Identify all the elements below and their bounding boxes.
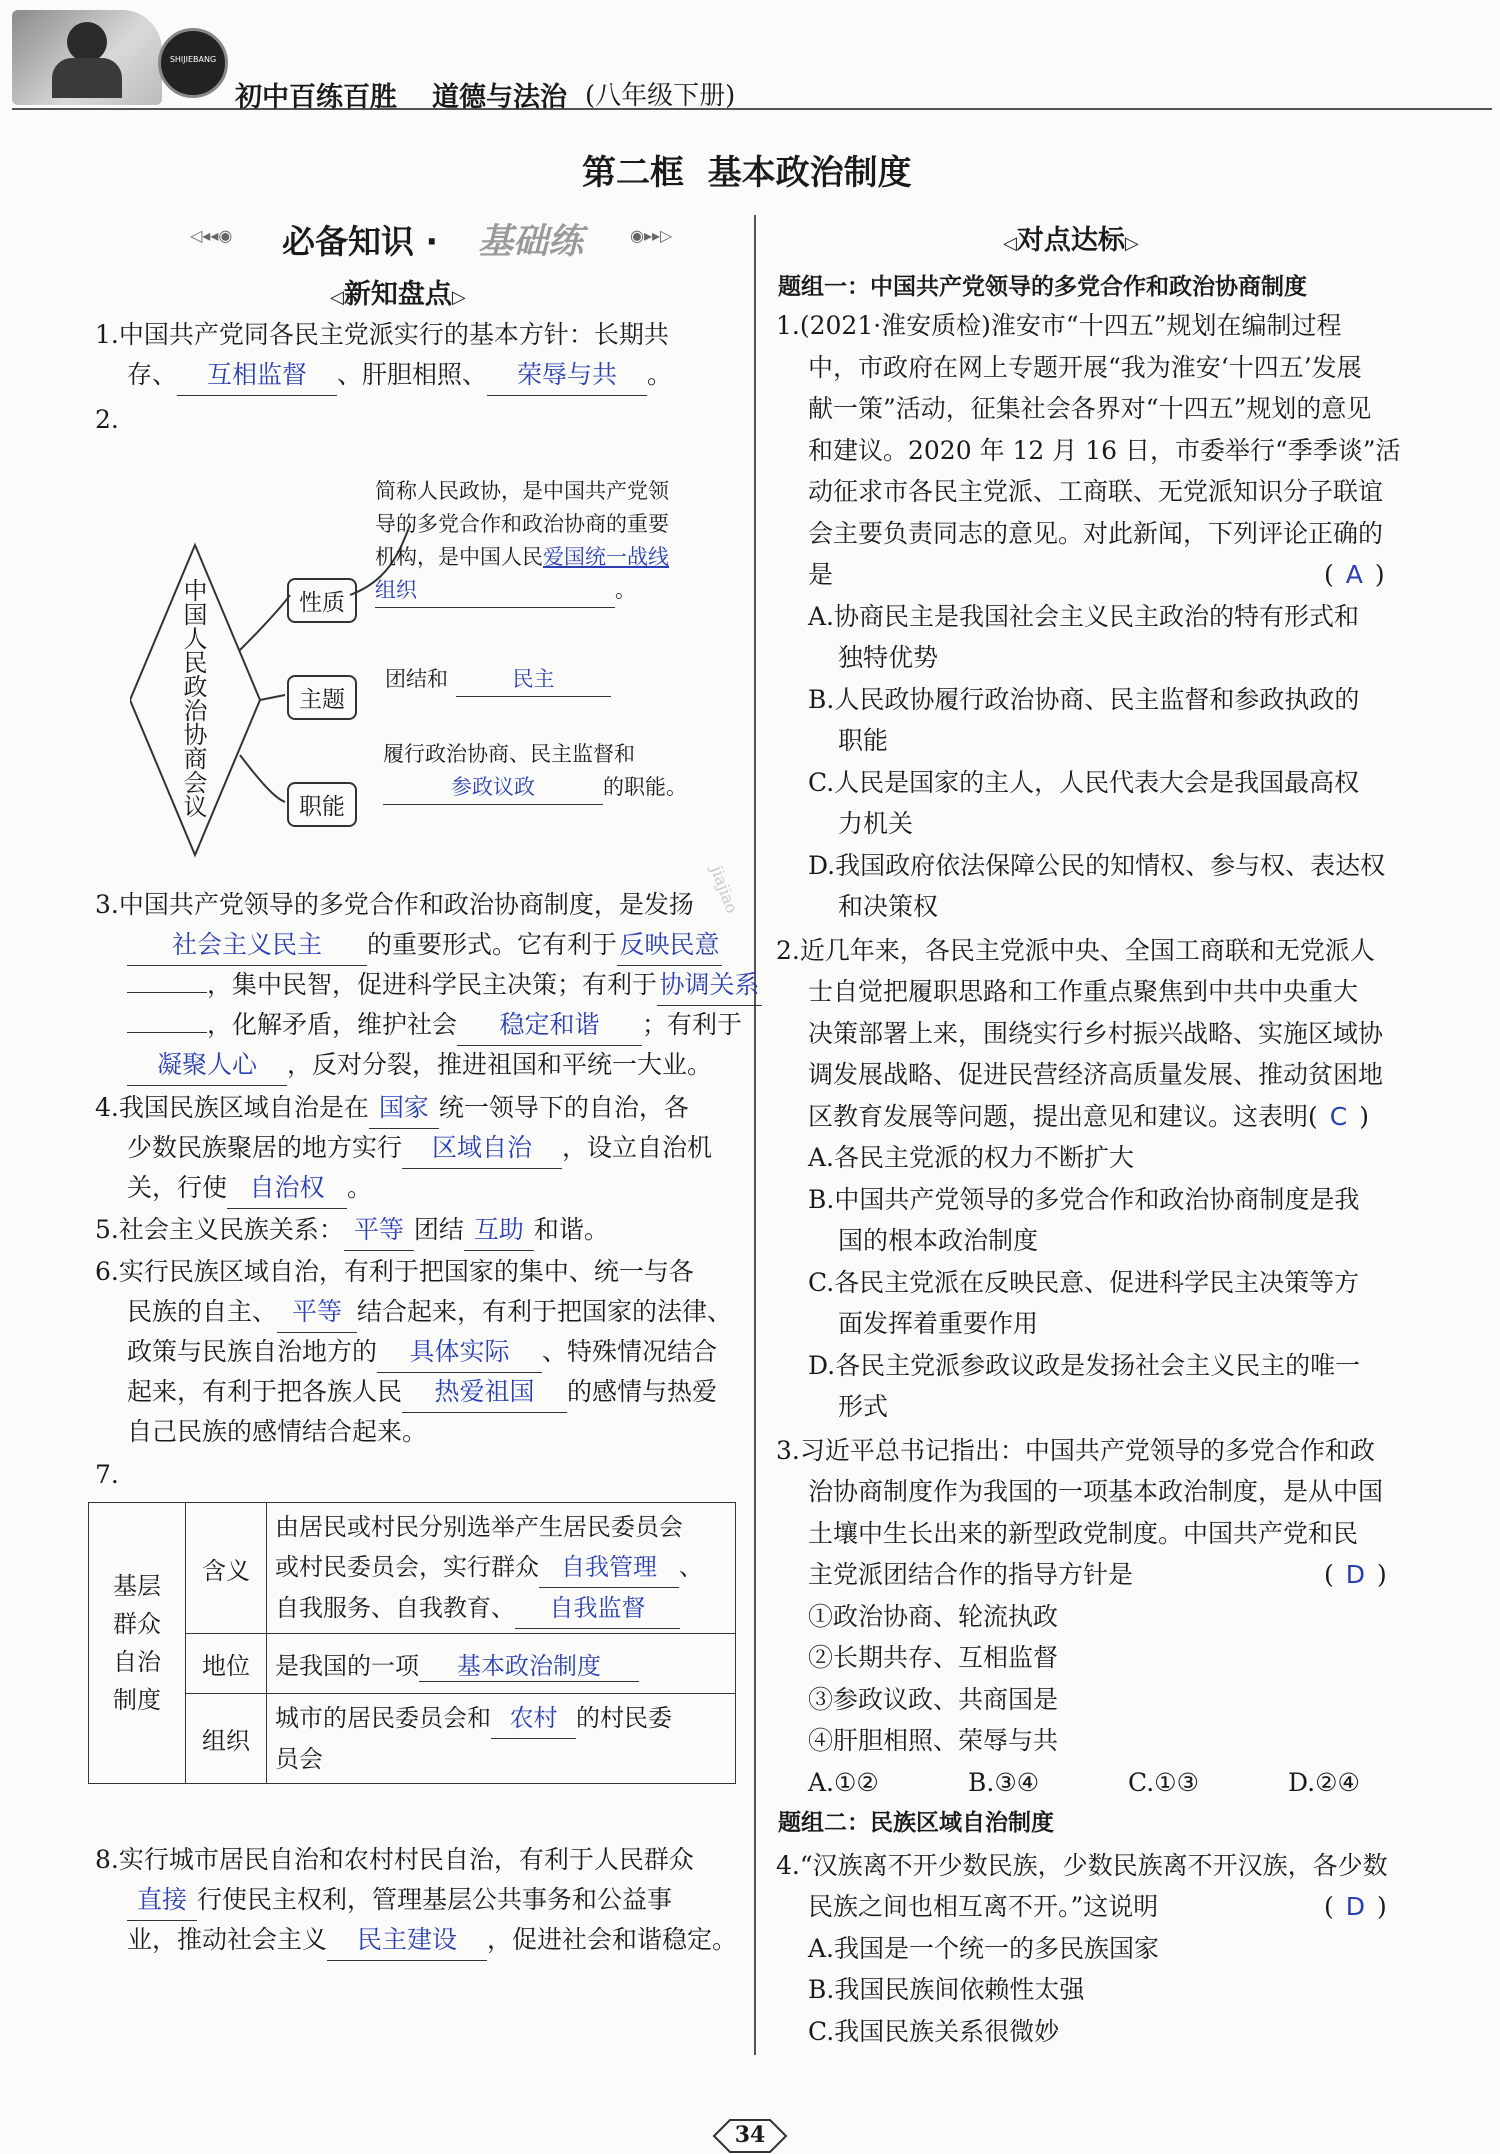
q6-line3: 政策与民族自治地方的 具体实际 、特殊情况结合 xyxy=(127,1332,717,1373)
q6-line5: 自己民族的感情结合起来。 xyxy=(127,1417,428,1446)
answer-blank: 平等 xyxy=(292,1297,343,1326)
banner-arrows-left: ◁◂◂◉ xyxy=(190,226,233,245)
answer-blank: 荣辱与共 xyxy=(517,360,618,389)
choice-d: D.②④ xyxy=(1288,1767,1360,1797)
answer-blank: 民主 xyxy=(512,667,555,691)
sub-heading-left: ◁新知盘点▷ xyxy=(330,279,466,310)
answer-blank: 基本政治制度 xyxy=(457,1651,601,1680)
q3-line4: ，化解矛盾，维护社会 稳定和谐 ；有利于 xyxy=(127,1005,742,1046)
row-label-org: 组织 xyxy=(202,1727,250,1755)
right-questions xyxy=(776,305,1416,2052)
q4-line2: 少数民族聚居的地方实行 区域自治 ，设立自治机 xyxy=(127,1128,712,1169)
question-1: 1.(2021·淮安质检)淮安市“十四五”规划在编制过程 中，市政府在网上专题开展“我为淮安‘十四五’发展 献一策”活动，征集社会各界对“十四五”规划的意见 和建议。2020 年 12 月 16 日，市委举行“季季谈”活 动征求市各民主党派、工商联、无党派知识分子联谊 会主要负责同志的意见。对此新闻，下列评论正确的 是 ( A ) A.协商民主是我国社会主义民主政治的特有形式和 独特优势 B.人民政协履行政治协商、民主监督和参政执政的 职能 C.人民是国家的主人，人民代表大会是我国最高权 力机关 D.我国政府依法保障公民的知情权、参与权、表达权 和决策权 xyxy=(776,311,1401,921)
q6-line4: 起来，有利于把各族人民 热爱祖国 的感情与热爱 xyxy=(127,1372,717,1413)
q6-line1: 6.实行民族区域自治，有利于把国家的集中、统一与各 xyxy=(95,1257,694,1286)
banner-title: 必备知识 · xyxy=(282,222,439,261)
answer-blank: 组织 xyxy=(375,574,615,608)
q3-line2: 社会主义民主 的重要形式。它有利于反映民意 xyxy=(127,925,722,966)
connector-func xyxy=(240,755,285,802)
box-nature: 性质 xyxy=(287,578,357,623)
q3-line3: ，集中民智，促进科学民主决策；有利于协调关系 xyxy=(127,965,762,1006)
q4-line1: 4.我国民族区域自治是在 国家 统一领导下的自治，各 xyxy=(95,1088,689,1129)
column-divider xyxy=(754,215,756,2055)
header-subject: 道德与法治 xyxy=(432,82,567,113)
q6-line2: 民族的自主、 平等 结合起来，有利于把国家的法律、 xyxy=(127,1292,732,1333)
group1-title: 题组一：中国共产党领导的多党合作和政治协商制度 xyxy=(778,274,1307,300)
diagram-center-text: 中国人民政治协商会议 xyxy=(179,578,207,818)
question-2: 2.近几年来，各民主党派中央、全国工商联和无党派人 士自觉把履职思路和工作重点聚焦到中共中央重大 决策部署上来，围绕实行乡村振兴战略、实施区域协 调发展战略、促进民营经济高质量发展、推动贫困地 区教育发展等问题，提出意见和建议。这表明( C ) A.各民主党派的权力不断扩大 B.中国共产党领导的多党合作和政治协商制度是我 国的根本政治制度 C.各民主党派在反映民意、促进科学民主决策等方 面发挥着重要作用 D.各民主党派参政议政是发扬社会主义民主的唯一 形式 xyxy=(776,935,1384,1421)
circle-right-icon: ▷ xyxy=(1124,233,1139,254)
page-title: 第二框 基本政治制度 xyxy=(582,153,912,193)
page-number: 34 xyxy=(734,2122,766,2148)
q8-line3: 业，推动社会主义 民主建设 ，促进社会和谐稳定。 xyxy=(127,1920,737,1961)
banner-arrows-right: ◉▸▸▷ xyxy=(630,226,673,245)
q7-label: 7. xyxy=(95,1460,119,1489)
answer-blank: 反映民意 xyxy=(619,930,720,959)
q3-line5: 凝聚人心 ，反对分裂，推进祖国和平统一大业。 xyxy=(127,1045,712,1086)
row-label-status: 地位 xyxy=(202,1652,250,1680)
connector-theme xyxy=(260,695,285,700)
answer-choice: D xyxy=(1345,1892,1366,1921)
answer-blank: 协调关系 xyxy=(659,970,760,999)
answer-blank: 民主建设 xyxy=(357,1925,458,1954)
answer-blank: 自治权 xyxy=(249,1173,325,1202)
answer-blank: 具体实际 xyxy=(409,1337,510,1366)
q8-line2: 直接 行使民主权利，管理基层公共事务和公益事 xyxy=(127,1880,672,1921)
func-desc: 履行政治协商、民主监督和 参政议政 的职能。 xyxy=(383,738,687,805)
header-line xyxy=(12,108,1492,110)
answer-blank: 直接 xyxy=(136,1885,187,1914)
q4-line3: 关，行使 自治权 。 xyxy=(127,1168,372,1209)
choice-a: A.①② xyxy=(808,1767,879,1797)
header-photo xyxy=(12,10,162,105)
watermark: jiajiao xyxy=(707,863,742,916)
answer-blank: 农村 xyxy=(509,1704,558,1732)
q8-line1: 8.实行城市居民自治和农村村民自治，有利于人民群众 xyxy=(95,1845,694,1874)
answer-blank: 稳定和谐 xyxy=(499,1010,600,1039)
circle-left-icon: ◁ xyxy=(1003,233,1017,254)
answer-blank: 区域自治 xyxy=(432,1133,533,1162)
answer-blank: 热爱祖国 xyxy=(434,1377,535,1406)
theme-desc: 团结和 民主 xyxy=(385,663,611,697)
connector-nature xyxy=(240,595,290,650)
answer-choice: D xyxy=(1345,1560,1366,1589)
answer-choice: A xyxy=(1345,560,1363,589)
answer-blank: 自我管理 xyxy=(561,1553,657,1581)
page-number-badge xyxy=(712,2118,788,2154)
q3-line1: 3.中国共产党领导的多党合作和政治协商制度，是发扬 xyxy=(95,890,694,919)
answer-blank: 互相监督 xyxy=(207,360,308,389)
header-grade: (八年级下册) xyxy=(585,81,736,111)
answer-bracket: ( D ) xyxy=(1324,1560,1387,1589)
circle-right-icon: ▷ xyxy=(451,287,466,308)
answer-blank: 爱国统一战线 xyxy=(543,545,669,569)
group2-title: 题组二：民族区域自治制度 xyxy=(778,1810,1054,1836)
box-func: 职能 xyxy=(287,782,357,827)
series-logo xyxy=(158,28,228,98)
question-4: 4.“汉族离不开少数民族，少数民族离不开汉族，各少数 民族之间也相互离不开。”这说明 ( D ) A.我国是一个统一的多民族国家 B.我国民族间依赖性太强 C.我国民族关系很微妙 xyxy=(776,1850,1388,2046)
q2-label: 2. xyxy=(95,405,119,434)
header-series: 初中百练百胜 xyxy=(235,82,397,113)
answer-bracket: ( D ) xyxy=(1324,1892,1387,1921)
answer-blank: 社会主义民主 xyxy=(171,930,322,959)
sub-heading-right: ◁对点达标▷ xyxy=(1003,225,1139,256)
answer-blank: 平等 xyxy=(353,1215,404,1244)
question-3: 3.习近平总书记指出：中国共产党领导的多党合作和政 治协商制度作为我国的一项基本政治制度，是从中国 土壤中生长出来的新型政党制度。中国共产党和民 主党派团结合作的指导方针是 ( D ) ①政治协商、轮流执政 ②长期共存、互相监督 ③参政议政、共商国是 ④肝胆相照、荣辱与共 A.①② B.③④ C.①③ D.②④ xyxy=(776,1430,1416,1804)
box-theme: 主题 xyxy=(287,675,357,720)
answer-bracket: ( C ) xyxy=(1308,1101,1370,1131)
logo-text: SHIJIEBANG xyxy=(169,55,217,64)
answer-blank: 互助 xyxy=(473,1215,524,1244)
answer-blank: 凝聚人心 xyxy=(156,1050,257,1079)
row-label-meaning: 含义 xyxy=(202,1556,250,1585)
answer-bracket: ( A ) xyxy=(1324,560,1385,589)
choice-b: B.③④ xyxy=(968,1767,1040,1797)
q5-line1: 5.社会主义民族关系： 平等 团结 互助 和谐。 xyxy=(95,1210,609,1251)
answer-choice: C xyxy=(1329,1101,1348,1131)
answer-blank: 参政议政 xyxy=(451,775,535,799)
answer-blank: 国家 xyxy=(378,1093,429,1122)
table-head: 基层群众自治制度 xyxy=(112,1572,161,1714)
answer-blank: 自我监督 xyxy=(549,1594,646,1622)
section-banner xyxy=(190,212,750,262)
q1-line1: 1.中国共产党同各民主党派实行的基本方针：长期共 xyxy=(95,320,669,349)
q7-table: 基层群众自治制度 含义 由居民或村民分别选举产生居民委员会 或村民委员会，实行群众 自我管理 、 自我服务、自我教育、 自我监督 地位 是我国的一项 基本政治制度 组织 城市的居民委员会和 农村 的村民委 员会 xyxy=(88,1502,736,1784)
nature-desc: 简称人民政协，是中国共产党领 导的多党合作和政治协商的重要 机构，是中国人民爱国统一战线 组织 。 xyxy=(375,475,669,608)
choice-c: C.①③ xyxy=(1128,1767,1200,1797)
banner-subtitle: 基础练 xyxy=(478,221,584,262)
q1-line2: 存、 互相监督 、肝胆相照、 荣辱与共 。 xyxy=(127,355,672,396)
circle-left-icon: ◁ xyxy=(330,287,344,308)
